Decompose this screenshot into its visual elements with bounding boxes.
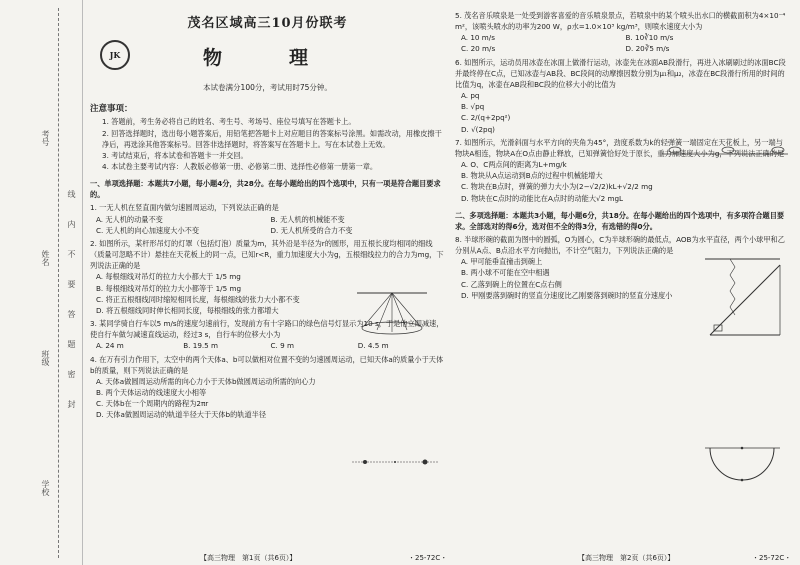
notice-item: 4. 本试卷主要考试内容：人教版必修第一册、必修第二册、选择性必修第一册第一章。: [102, 162, 378, 171]
seal-char: 内: [67, 220, 76, 228]
option: A. O、C两点间的距离为L+mg/k: [461, 160, 567, 170]
left-column: [90, 8, 445, 420]
option: D. 无人机所受的合力不变: [270, 225, 353, 235]
footer-page-label: 【高三物理 第1页（共6页）】: [200, 554, 297, 562]
question-block: [90, 202, 445, 235]
section-multi-choice: 二、多项选择题：本题共3小题，每小题6分，共18分。在每小题给出的四个选项中，有多项符合题目要求。全部选对的得6分，选对但不全的得3分，有选错的得0分。: [455, 210, 785, 231]
option: A. 每根细线对吊灯的拉力大小都大于 1/5 mg: [96, 272, 241, 282]
question-stem: 8. 半球形碗的截面为图中的圆弧，O为圆心，C为半球形碗的最低点，AOB为水平直径，两个小球甲和乙分别从A点、B点沿水平方向抛出，不计空气阻力，下列说法正确的是: [455, 234, 785, 256]
curling-figure: [660, 140, 790, 162]
cut-line: [58, 8, 59, 558]
exam-number-label: 考号: [41, 130, 50, 146]
seal-char: 题: [67, 340, 76, 348]
option: B. 无人机的机械能不变: [270, 214, 345, 224]
option: B. 两个天体运动的线速度大小相等: [96, 387, 207, 397]
option: C. 将正五根细线同时缩短相同长度，每根细线的张力大小都不变: [96, 294, 300, 304]
seal-char: 要: [67, 280, 76, 288]
option: A. 天体a做圆周运动所需的向心力小于天体b做圆周运动所需的向心力: [96, 376, 316, 386]
option: C. 2/(q+2pq²): [461, 113, 511, 123]
question-block: [455, 57, 790, 135]
bowl-figure: [700, 440, 785, 495]
option: C. 乙落到碗上的位置在C点右侧: [461, 279, 562, 289]
binary-star-figure: [350, 455, 440, 469]
notice-item: 2. 回答选择题时，选出每小题答案后，用铅笔把答题卡上对应题目的答案标号涂黑。如需改动，用橡皮擦干净后，再选涂其他答案标号。回答非选择题时，将答案写在答题卡上。写在本试卷上无效。: [102, 128, 442, 149]
option: A. 10 m/s: [461, 33, 495, 43]
option: D. 4.5 m: [357, 341, 389, 351]
name-label: 姓名: [41, 250, 50, 266]
publisher-logo: JK: [100, 40, 130, 70]
question-stem: 7. 如图所示，光滑斜面与水平方向的夹角为45°，劲度系数为k的轻弹簧一端固定在天花板上，另一端与物块A相连，物块A在O点由静止释放，已知弹簧恰好处于原长，重力加速度大小为g，下列说法正确的是: [455, 137, 785, 158]
option: D. √(2pq): [461, 124, 495, 134]
option: B. √pq: [461, 102, 485, 112]
footer-page-label: 【高三物理 第2页（共6页）】: [578, 554, 675, 562]
option-row: [96, 225, 445, 236]
option: C. 无人机的向心加速度大小不变: [96, 225, 200, 235]
class-label: 班级: [41, 350, 50, 366]
notice-item: 3. 考试结束后，将本试卷和答题卡一并交回。: [102, 150, 248, 160]
option: B. 19.5 m: [183, 341, 219, 351]
seal-char: 封: [67, 400, 76, 408]
question-stem: 1. 一无人机在竖直面内做匀速圆周运动，下列说法正确的是: [90, 203, 279, 213]
option: C. 物块在B点时，弹簧的弹力大小为(2−√2/2)kL+√2/2 mg: [461, 182, 653, 192]
exam-info: 本试卷满分100分，考试用时75分钟。: [203, 82, 332, 92]
lamp-figure: [352, 290, 432, 338]
option: D. 20∛5 m/s: [625, 44, 670, 54]
question-block: [90, 354, 445, 421]
option-row: [96, 340, 445, 351]
option-row: [461, 43, 790, 54]
question-stem: 4. 在万有引力作用下，太空中的两个天体a、b可以做相对位置不变的匀速圆周运动，已知天体a的质量小于天体b的质量，则下列说法正确的是: [90, 354, 444, 375]
footer-code: ・25-72C・: [752, 554, 792, 562]
option: B. 物块从A点运动到B点的过程中机械能增大: [461, 171, 603, 181]
school-label: 学校: [41, 480, 50, 496]
question-stem: 6. 如图所示，运动员用冰壶在冰面上做滑行运动，冰壶先在冰面AB段滑行，再进入冰刷刷过的冰面BC段并最终停在C点，已知冰壶与AB段、BC段间的动摩擦因数分别为μ₁和μ₂，冰壶在BC段滑行所用的时间的比值为q，冰壶在AB段和BC段的位移大小的比值为: [455, 57, 786, 89]
question-stem: 5. 茂名音乐喷泉是一处受到游客喜爱的音乐喷泉景点，若喷泉中的某个喷头出水口的横截面积为4×10⁻⁴ m²，该喷头喷水的功率为200 W，ρ水=1.0×10³ kg/m³，则喷水速度大小为: [455, 11, 786, 32]
section-single-choice: 一、单项选择题：本题共7小题，每小题4分，共28分。在每小题给出的四个选项中，只有一项是符合题目要求的。: [90, 179, 441, 200]
question-list-right: [455, 10, 790, 204]
option: D. 天体a做圆周运动的轨道半径大于天体b的轨道半径: [96, 410, 267, 420]
notice-list: [90, 116, 445, 172]
option: D. 将五根细线同时伸长相同长度，每根细线的张力都增大: [96, 305, 279, 315]
option: B. 两小球不可能在空中相遇: [461, 268, 550, 278]
exam-title: 茂名区域高三10月份联考: [187, 16, 348, 31]
seal-char: 线: [67, 190, 76, 198]
option: C. 天体b在一个周期内的路程为2πr: [96, 399, 209, 409]
option: D. 甲刚要落到碗时的竖直分速度比乙刚要落到碗时的竖直分速度小: [461, 290, 673, 300]
question-stem: 3. 某同学骑自行车以5 m/s的速度匀速前行，发现前方有十字路口的绿色信号灯显示为10 s，于是他立即减速，使自行车做匀减速直线运动，经过3 s，自行车的位移大小为: [90, 319, 444, 340]
binding-margin: [0, 0, 83, 565]
option: C. 9 m: [270, 341, 294, 351]
subject-title: 物 理: [202, 47, 332, 70]
seal-char: 答: [67, 310, 76, 318]
option: A. 甲可能垂直撞击到碗上: [461, 257, 543, 267]
seal-char: 密: [67, 370, 76, 378]
seal-char: 不: [67, 250, 76, 258]
option: B. 10∛10 m/s: [625, 33, 674, 43]
option: A. 无人机的动量不变: [96, 214, 163, 224]
question-block: [455, 10, 790, 55]
notice-item: 1. 答题前，考生务必将自己的姓名、考生号、考场号、座位号填写在答题卡上。: [102, 117, 356, 127]
option: A. 24 m: [96, 341, 124, 351]
incline-spring-figure: [700, 255, 785, 340]
option: B. 每根细线对吊灯的拉力大小都等于 1/5 mg: [96, 283, 242, 293]
option-row: [96, 214, 445, 225]
notice-heading: 注意事项：: [90, 104, 133, 115]
option-row: [461, 32, 790, 43]
option: C. 20 m/s: [461, 44, 496, 54]
footer-code: ・25-72C・: [408, 554, 448, 562]
option: A. pq: [461, 91, 480, 101]
option: D. 物块在C点时的动能比在A点时的动能大√2 mgL: [461, 193, 624, 203]
question-stem: 2. 如图所示，某杆形吊灯的灯罩（包括灯泡）质量为m，其外沿是半径为r的圆形，用五根长度均相同的细线（质量可忽略不计）悬挂在天花板上的同一点，已知r<R，重力加速度大小为g，五根细线拉力的合力为mg，下列说法正确的是: [90, 238, 444, 271]
